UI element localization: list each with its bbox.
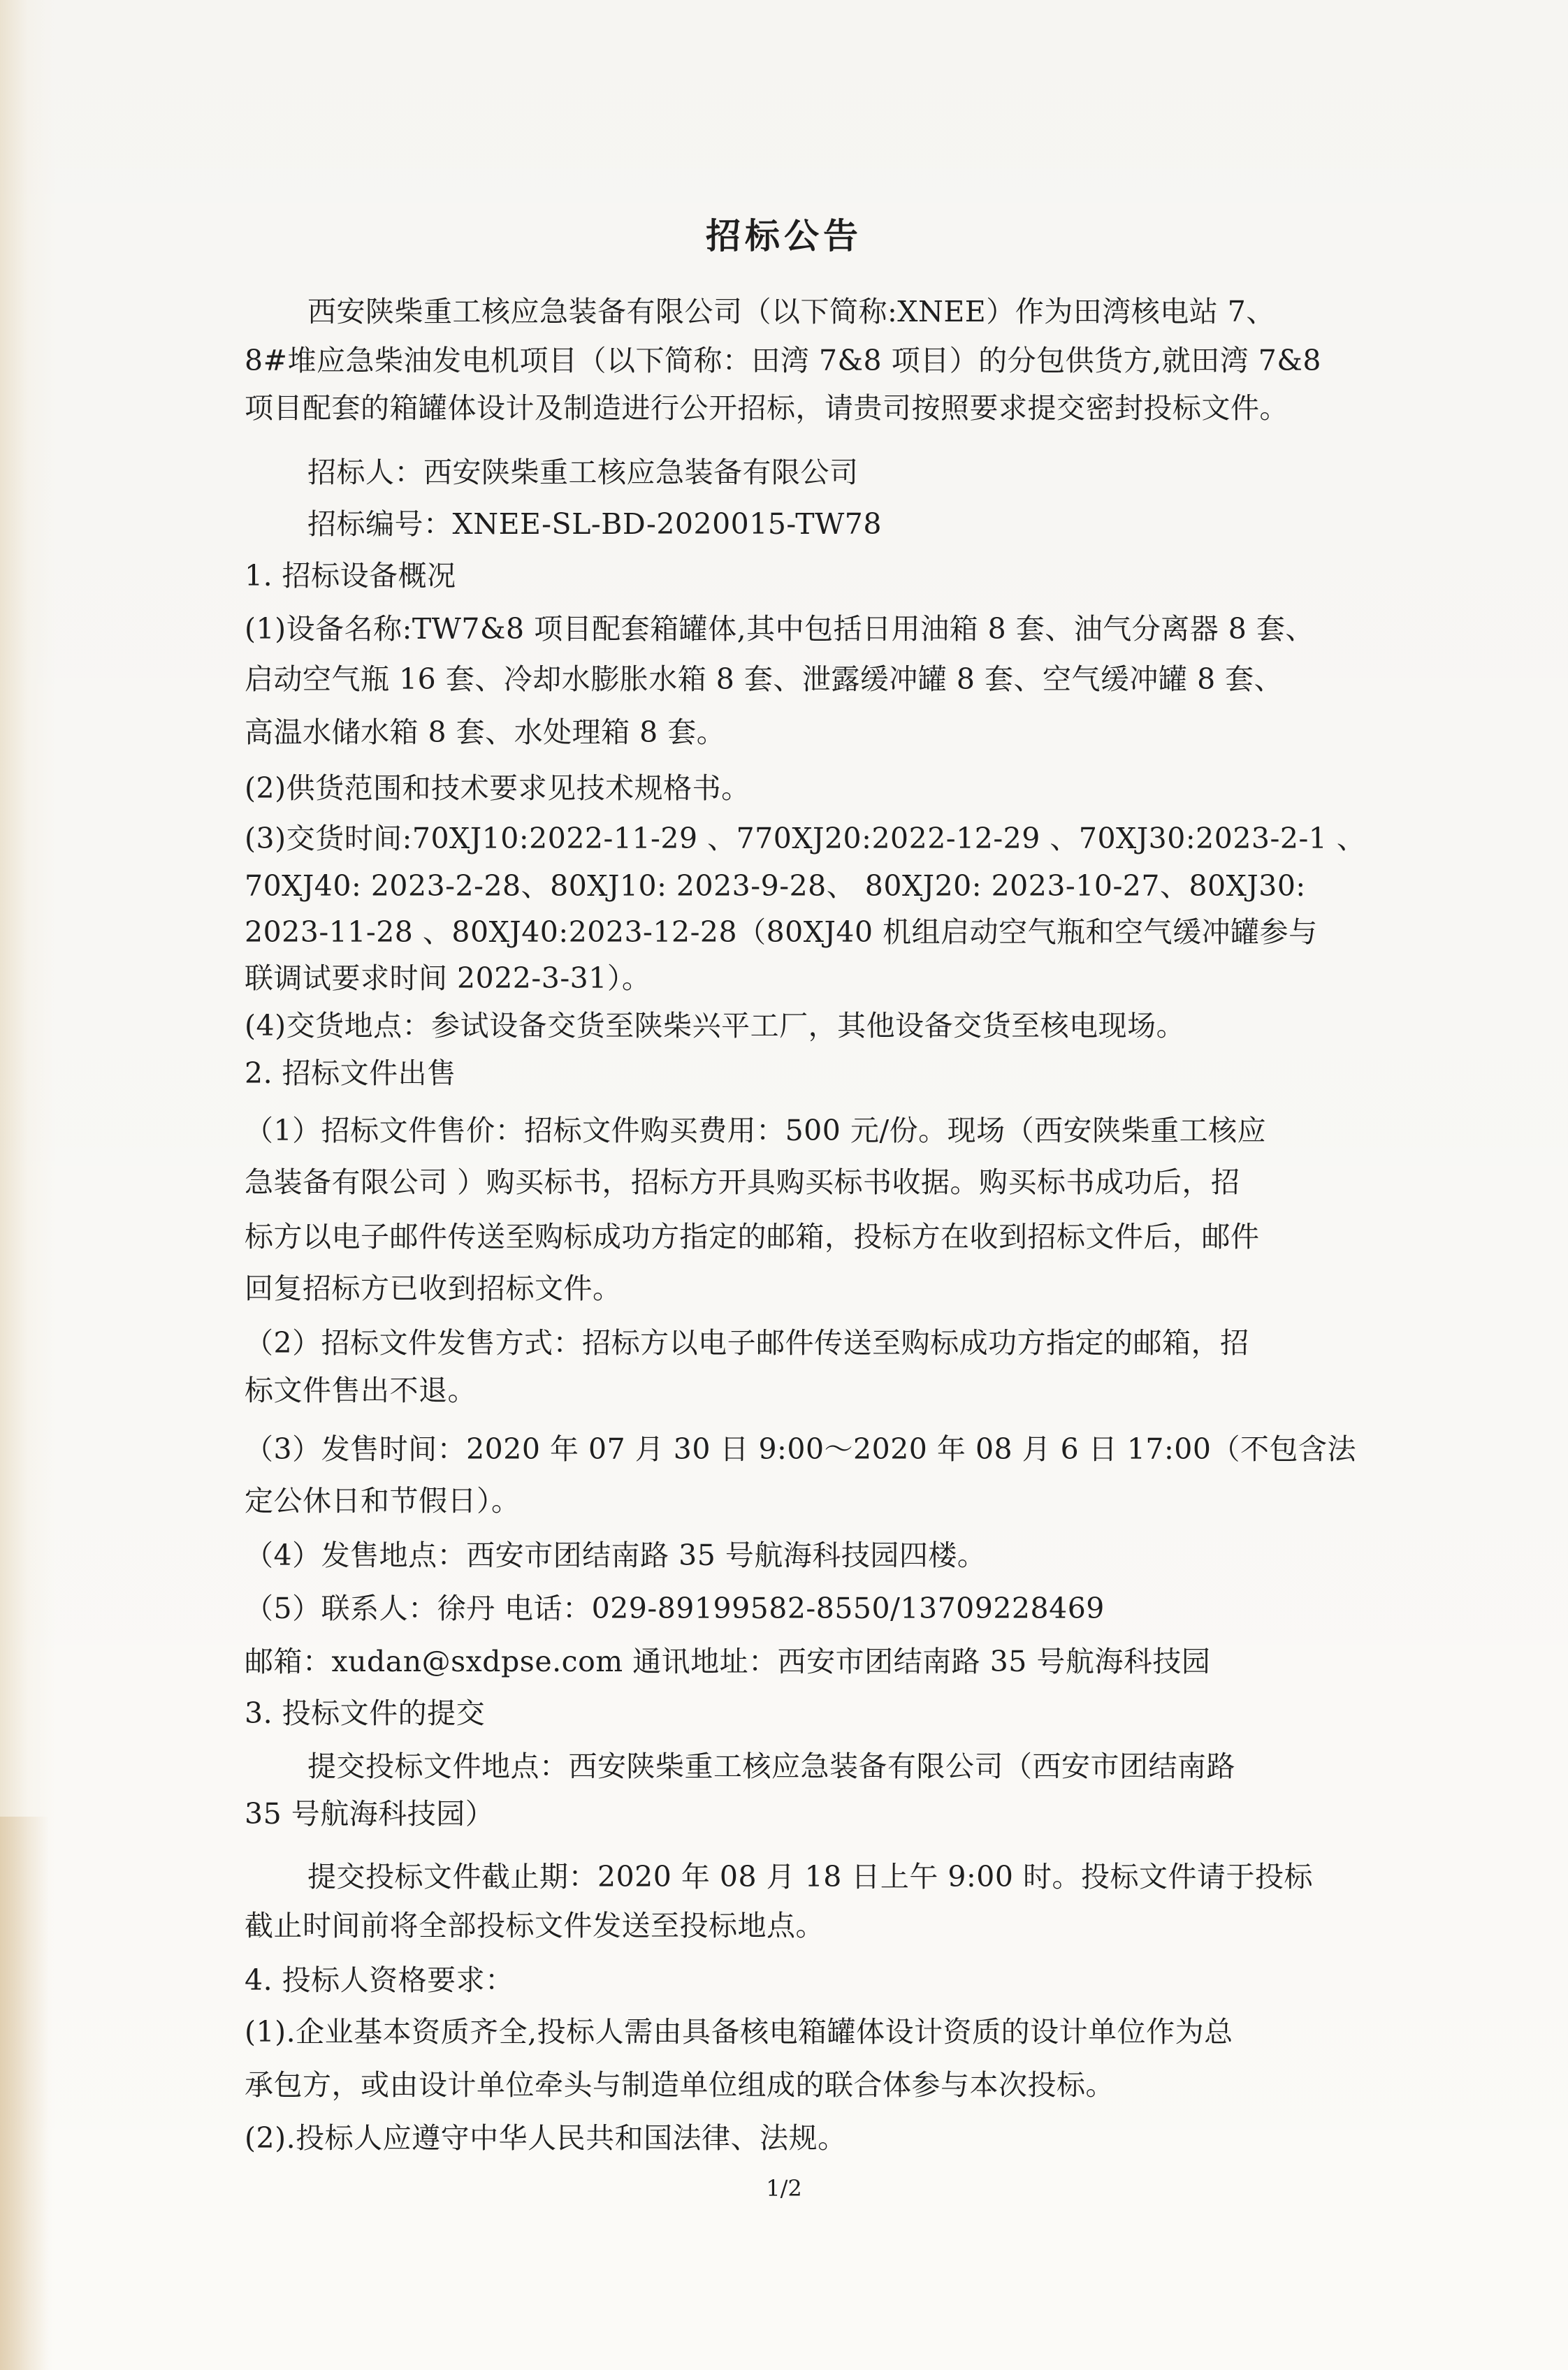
- text-line: (1).企业基本资质齐全,投标人需由具备核电箱罐体设计资质的设计单位作为总: [245, 2015, 1233, 2049]
- text-line: （5）联系人：徐丹 电话：029-89199582-8550/13709228469: [245, 1592, 1105, 1625]
- text-line: (2).投标人应遵守中华人民共和国法律、法规。: [245, 2121, 847, 2155]
- text-line: 2023-11-28 、80XJ40:2023-12-28（80XJ40 机组启动空气瓶和空气缓冲罐参与: [245, 915, 1318, 949]
- paper-edge-stain: [0, 1817, 49, 2370]
- text-line: 项目配套的箱罐体设计及制造进行公开招标，请贵司按照要求提交密封投标文件。: [245, 391, 1288, 425]
- text-line: （1）招标文件售价：招标文件购买费用：500 元/份。现场（西安陕柴重工核应: [245, 1114, 1267, 1147]
- text-line: 35 号航海科技园）: [245, 1797, 495, 1831]
- text-line: 标文件售出不退。: [245, 1374, 477, 1407]
- text-line: 急装备有限公司 ）购买标书，招标方开具购买标书收据。购买标书成功后，招: [245, 1165, 1240, 1199]
- text-line: 标方以电子邮件传送至购标成功方指定的邮箱，投标方在收到招标文件后，邮件: [245, 1220, 1260, 1253]
- text-line: 启动空气瓶 16 套、冷却水膨胀水箱 8 套、泄露缓冲罐 8 套、空气缓冲罐 8 套、: [245, 662, 1284, 696]
- text-line: 回复招标方已收到招标文件。: [245, 1272, 622, 1305]
- text-line: 70XJ40: 2023-2-28、80XJ10: 2023-9-28、 80XJ20: 2023-10-27、80XJ30:: [245, 869, 1306, 903]
- text-line: 招标编号：XNEE-SL-BD-2020015-TW78: [307, 507, 882, 541]
- text-line: 邮箱：xudan@sxdpse.com 通讯地址：西安市团结南路 35 号航海科技园: [245, 1645, 1211, 1678]
- section-heading: 4. 投标人资格要求：: [245, 1963, 514, 1997]
- text-line: （4）发售地点：西安市团结南路 35 号航海科技园四楼。: [245, 1539, 987, 1572]
- text-line: 高温水储水箱 8 套、水处理箱 8 套。: [245, 715, 726, 749]
- text-line: 西安陕柴重工核应急装备有限公司（以下简称:XNEE）作为田湾核电站 7、: [307, 295, 1275, 328]
- document-title: 招标公告: [706, 216, 862, 256]
- text-line: （3）发售时间：2020 年 07 月 30 日 9:00～2020 年 08 月 6 日 17:00（不包含法: [245, 1432, 1356, 1466]
- text-line: (2)供货范围和技术要求见技术规格书。: [245, 771, 750, 805]
- text-line: (1)设备名称:TW7&8 项目配套箱罐体,其中包括日用油箱 8 套、油气分离器 8 套、: [245, 612, 1314, 646]
- page-number: 1/2: [766, 2175, 802, 2202]
- text-line: 8#堆应急柴油发电机项目（以下简称：田湾 7&8 项目）的分包供货方,就田湾 7&8: [245, 344, 1321, 377]
- section-heading: 1. 招标设备概况: [245, 559, 456, 592]
- section-heading: 3. 投标文件的提交: [245, 1696, 486, 1730]
- text-line: 联调试要求时间 2022-3-31）。: [245, 961, 651, 995]
- section-heading: 2. 招标文件出售: [245, 1056, 456, 1090]
- text-line: 提交投标文件地点：西安陕柴重工核应急装备有限公司（西安市团结南路: [307, 1750, 1235, 1783]
- text-line: 提交投标文件截止期：2020 年 08 月 18 日上午 9:00 时。投标文件请于投标: [307, 1860, 1313, 1893]
- text-line: 定公休日和节假日）。: [245, 1484, 521, 1518]
- text-line: (3)交货时间:70XJ10:2022-11-29 、770XJ20:2022-12-29 、70XJ30:2023-2-1 、: [245, 822, 1366, 855]
- text-line: (4)交货地点：参试设备交货至陕柴兴平工厂，其他设备交货至核电现场。: [245, 1009, 1186, 1042]
- text-line: 招标人：西安陕柴重工核应急装备有限公司: [307, 456, 859, 489]
- text-line: 承包方，或由设计单位牵头与制造单位组成的联合体参与本次投标。: [245, 2068, 1115, 2102]
- text-line: （2）招标文件发售方式：招标方以电子邮件传送至购标成功方指定的邮箱，招: [245, 1326, 1249, 1360]
- text-line: 截止时间前将全部投标文件发送至投标地点。: [245, 1909, 825, 1942]
